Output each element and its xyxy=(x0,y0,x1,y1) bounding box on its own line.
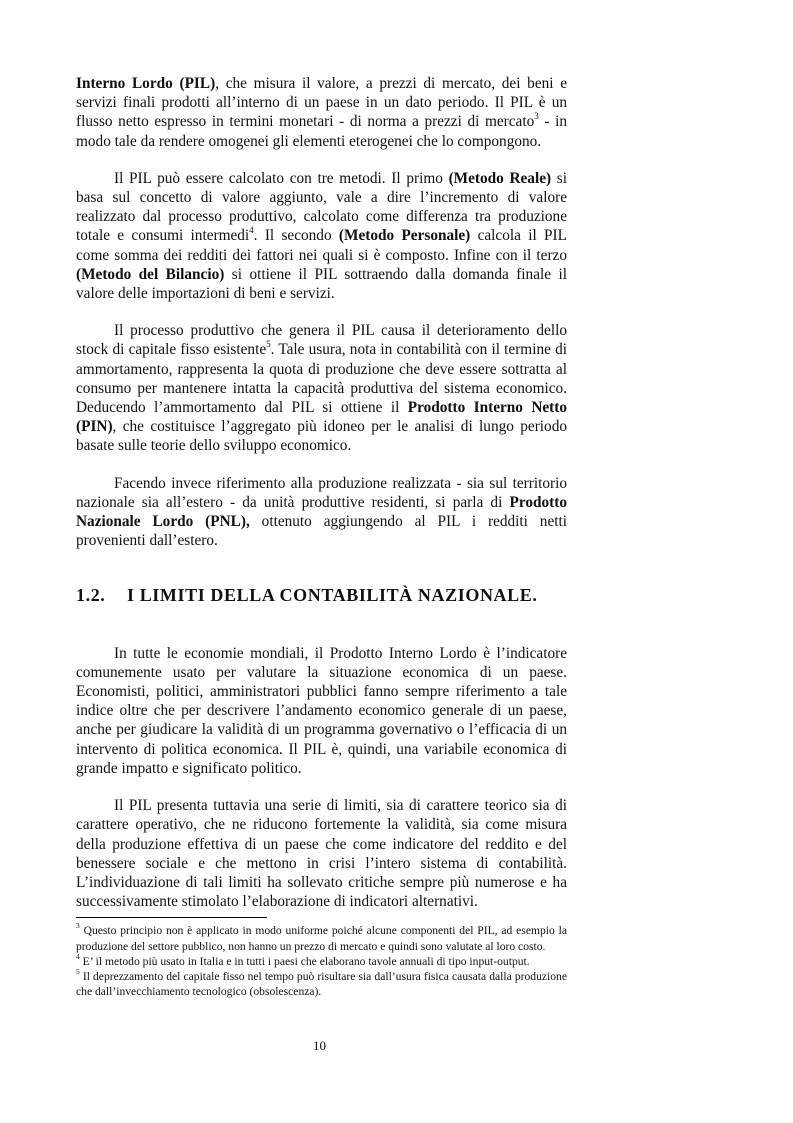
section-heading xyxy=(76,586,567,605)
paragraph-pil-definition: Interno Lordo (PIL), che misura il valore, a prezzi di mercato, dei beni e servizi finali prodotti all’interno di un paese in un dato periodo. Il PIL è un flusso netto espresso in termini monetari - di norma a prezzi di mercato$^3$ - in modo tale da rendere omogenei gli elementi eterogenei che lo compongono. xyxy=(76,75,567,150)
footnote-ref-4: 4 xyxy=(249,225,254,236)
section-number: 1.2. xyxy=(76,585,106,606)
footnote-4: $^4$ E’ il metodo più usato in Italia e in tutti i paesi che elaborano tavole annuali di tipo input-output. xyxy=(76,951,530,968)
footnotes xyxy=(76,923,567,999)
paragraph-pil-indicator: In tutte le economie mondiali, il Prodotto Interno Lordo è l’indicatore comunemente usato per valutare la situazione economica di un paese. Economisti, politici, amministratori pubblici fanno sempre riferimento a tale indice oltre che per descrivere l’andamento economico generale di un paese, anche per giudicare la validità di un programma governativo o l’efficacia di un intervento di politica economica. Il PIL è, quindi, una variabile economica di grande impatto e significato politico. xyxy=(76,644,567,777)
footnote-5: $^5$ Il deprezzamento del capitale fisso nel tempo può risultare sia dall’usura fisica causata dalla produzione che dall’invecchiamento tecnologico (obsolescenza). xyxy=(76,967,567,999)
page-number: 10 xyxy=(313,1038,326,1053)
footnote-ref-5: 5 xyxy=(266,339,271,350)
paragraph-pil-limits: Il PIL presenta tuttavia una serie di limiti, sia di carattere teorico sia di carattere operativo, che ne riducono fortemente la validità, sia come misura della produzione effettiva di un paese che come indicatore del reddito e del benessere sociale e che mettono in crisi l’intero sistema di contabilità. L’individuazione di tali limiti ha sollevato critiche sempre più numerose e ha successivamente stimolato l’elaborazione di indicatori alternativi. xyxy=(76,797,567,911)
paragraph-pin: Il processo produttivo che genera il PIL causa il deterioramento dello stock di capitale fisso esistente$^5$. Tale usura, nota in contabilità con il termine di ammortamento, rappresenta la quota di produzione che deve essere sottratta al consumo per mantenere intatta la capacità produttiva del sistema economico. Deducendo l’ammortamento dal PIL si ottiene il Prodotto Interno Netto (PIN), che costituisce l’aggregato più idoneo per le analisi di lungo periodo basate sulle teorie dello sviluppo economico. xyxy=(76,322,567,455)
document-page xyxy=(76,74,567,999)
paragraph-pil-methods: Il PIL può essere calcolato con tre metodi. Il primo (Metodo Reale) si basa sul concetto di valore aggiunto, vale a dire l’incremento di valore realizzato dal processo produttivo, calcolato come differenza tra produzione totale e consumi intermedi$^4$. Il secondo (Metodo Personale) calcola il PIL come somma dei redditi dei fattori nei quali si è composto. Infine con il terzo (Metodo del Bilancio) si ottiene il PIL sottraendo dalla domanda finale il valore delle importazioni di beni e servizi. xyxy=(76,169,567,303)
paragraph-pnl: Facendo invece riferimento alla produzione realizzata - sia sul territorio nazionale sia all’estero - da unità produttive residenti, si parla di Prodotto Nazionale Lordo (PNL), ottenuto aggiungendo al PIL i redditi netti provenienti dall’estero. xyxy=(76,474,567,550)
section-title: I LIMITI DELLA CONTABILITÀ NAZIONALE. xyxy=(127,585,538,606)
footnote-separator xyxy=(76,917,267,918)
footnote-3: $^3$ Questo principio non è applicato in modo uniforme poiché alcune componenti del PIL, ad esempio la produzione del settore pubblico, non hanno un prezzo di mercato e quindi sono valutate al loro costo. xyxy=(76,921,567,953)
footnote-ref-3: 3 xyxy=(534,111,539,122)
